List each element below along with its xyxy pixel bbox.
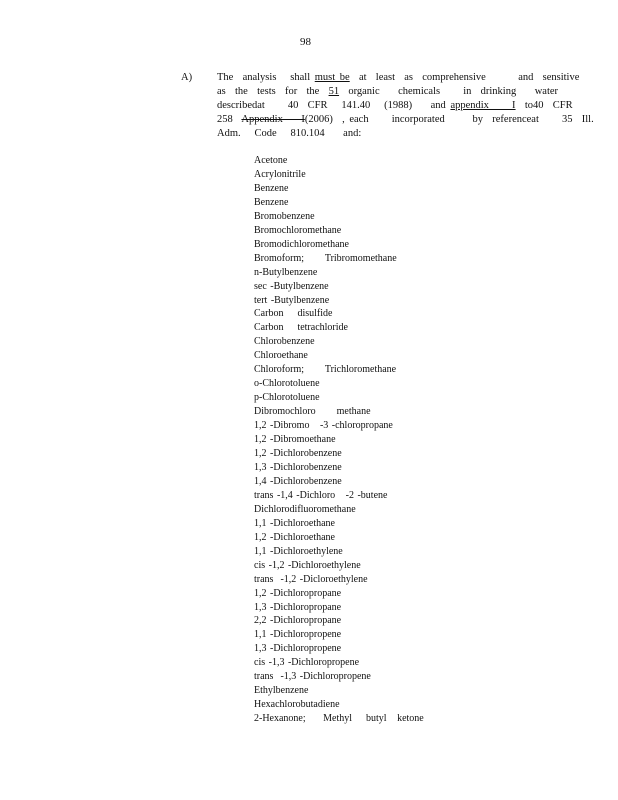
chemical-item: Acrylonitrile xyxy=(254,168,306,180)
chemical-item: n-Butylbenzene xyxy=(254,266,318,278)
inserted-text: appendix I xyxy=(450,100,516,111)
chemical-item: sec -Butylbenzene xyxy=(254,280,329,292)
chemical-item: 1,3 -Dichloropropene xyxy=(254,643,342,655)
chemical-item: Chlorobenzene xyxy=(254,336,315,348)
chemical-item: Hexachlorobutadiene xyxy=(254,699,340,711)
chemical-item: 1,1 -Dichloroethylene xyxy=(254,545,343,557)
chemical-item: Benzene xyxy=(254,196,289,208)
chemical-item: Benzene xyxy=(254,182,289,194)
paragraph-text: describedat 40 CFR 141.40 (1988) and xyxy=(217,100,451,111)
chemical-item: Bromodichloromethane xyxy=(254,238,349,250)
chemical-item: Ethylbenzene xyxy=(254,685,309,697)
paragraph-text: as the tests for the xyxy=(217,86,329,97)
chemical-item: 1,2 -Dichloroethane xyxy=(254,531,335,543)
page-number: 98 xyxy=(300,36,311,48)
paragraph-line xyxy=(217,127,527,141)
chemical-item: 2-Hexanone; Methyl butyl ketone xyxy=(254,713,424,725)
chemical-item: Dichlorodifluoromethane xyxy=(254,503,356,515)
chemical-item: 1,1 -Dichloropropene xyxy=(254,629,342,641)
section-paragraph xyxy=(217,71,594,141)
inserted-text: must be xyxy=(314,72,350,83)
chemical-item: p-Chlorotoluene xyxy=(254,392,320,404)
chemical-item: 1,2 -Dichlorobenzene xyxy=(254,448,342,460)
paragraph-line xyxy=(217,71,580,85)
chemical-item: tert -Butylbenzene xyxy=(254,294,330,306)
chemical-item: 1,4 -Dichlorobenzene xyxy=(254,475,342,487)
chemical-item: Chloroethane xyxy=(254,350,308,362)
chemical-item: trans -1,2 -Dicloroethylene xyxy=(254,573,368,585)
chemical-item: cis -1,2 -Dichloroethylene xyxy=(254,559,361,571)
deleted-text: Appendix I xyxy=(241,114,305,125)
chemical-item: o-Chlorotoluene xyxy=(254,378,320,390)
chemical-item: Acetone xyxy=(254,155,288,166)
chemical-item: 1,3 -Dichloropropane xyxy=(254,601,342,613)
paragraph-text: to40 CFR xyxy=(515,100,573,111)
paragraph-text: at least as comprehensive and sensitive xyxy=(349,72,580,83)
paragraph-text: Adm. Code 810.104 and: xyxy=(217,128,362,139)
chemical-item: 1,3 -Dichlorobenzene xyxy=(254,461,342,473)
paragraph-text: The analysis shall xyxy=(217,72,315,83)
chemical-item: Bromochloromethane xyxy=(254,224,342,236)
chemical-item: Chloroform; Trichloromethane xyxy=(254,364,397,376)
paragraph-line xyxy=(217,113,594,127)
chemical-list xyxy=(254,154,424,726)
chemical-item: 1,1 -Dichloroethane xyxy=(254,517,335,529)
chemical-item: cis -1,3 -Dichloropropene xyxy=(254,657,360,669)
chemical-item: trans -1,4 -Dichloro -2 -butene xyxy=(254,489,388,501)
paragraph-text: (2006) , each incorporated by referenceat 35 Ill. xyxy=(304,114,594,125)
inserted-text: 51 xyxy=(328,86,340,97)
chemical-item: Bromoform; Tribromomethane xyxy=(254,252,397,264)
section-label: A) xyxy=(181,72,193,83)
chemical-item: Dibromochloro methane xyxy=(254,406,371,418)
paragraph-text: organic chemicals in drinking water xyxy=(339,86,559,97)
chemical-item: 2,2 -Dichloropropane xyxy=(254,615,342,627)
chemical-item: Carbon tetrachloride xyxy=(254,322,348,334)
chemical-item: 1,2 -Dichloropropane xyxy=(254,587,342,599)
chemical-item: 1,2 -Dibromo -3 -chloropropane xyxy=(254,420,393,432)
chemical-item: trans -1,3 -Dichloropropene xyxy=(254,671,371,683)
chemical-item: 1,2 -Dibromoethane xyxy=(254,434,336,446)
paragraph-line xyxy=(217,85,559,99)
chemical-item: Carbon disulfide xyxy=(254,308,333,320)
paragraph-text: 258 xyxy=(217,114,242,125)
paragraph-line xyxy=(217,99,573,113)
chemical-item: Bromobenzene xyxy=(254,210,315,222)
